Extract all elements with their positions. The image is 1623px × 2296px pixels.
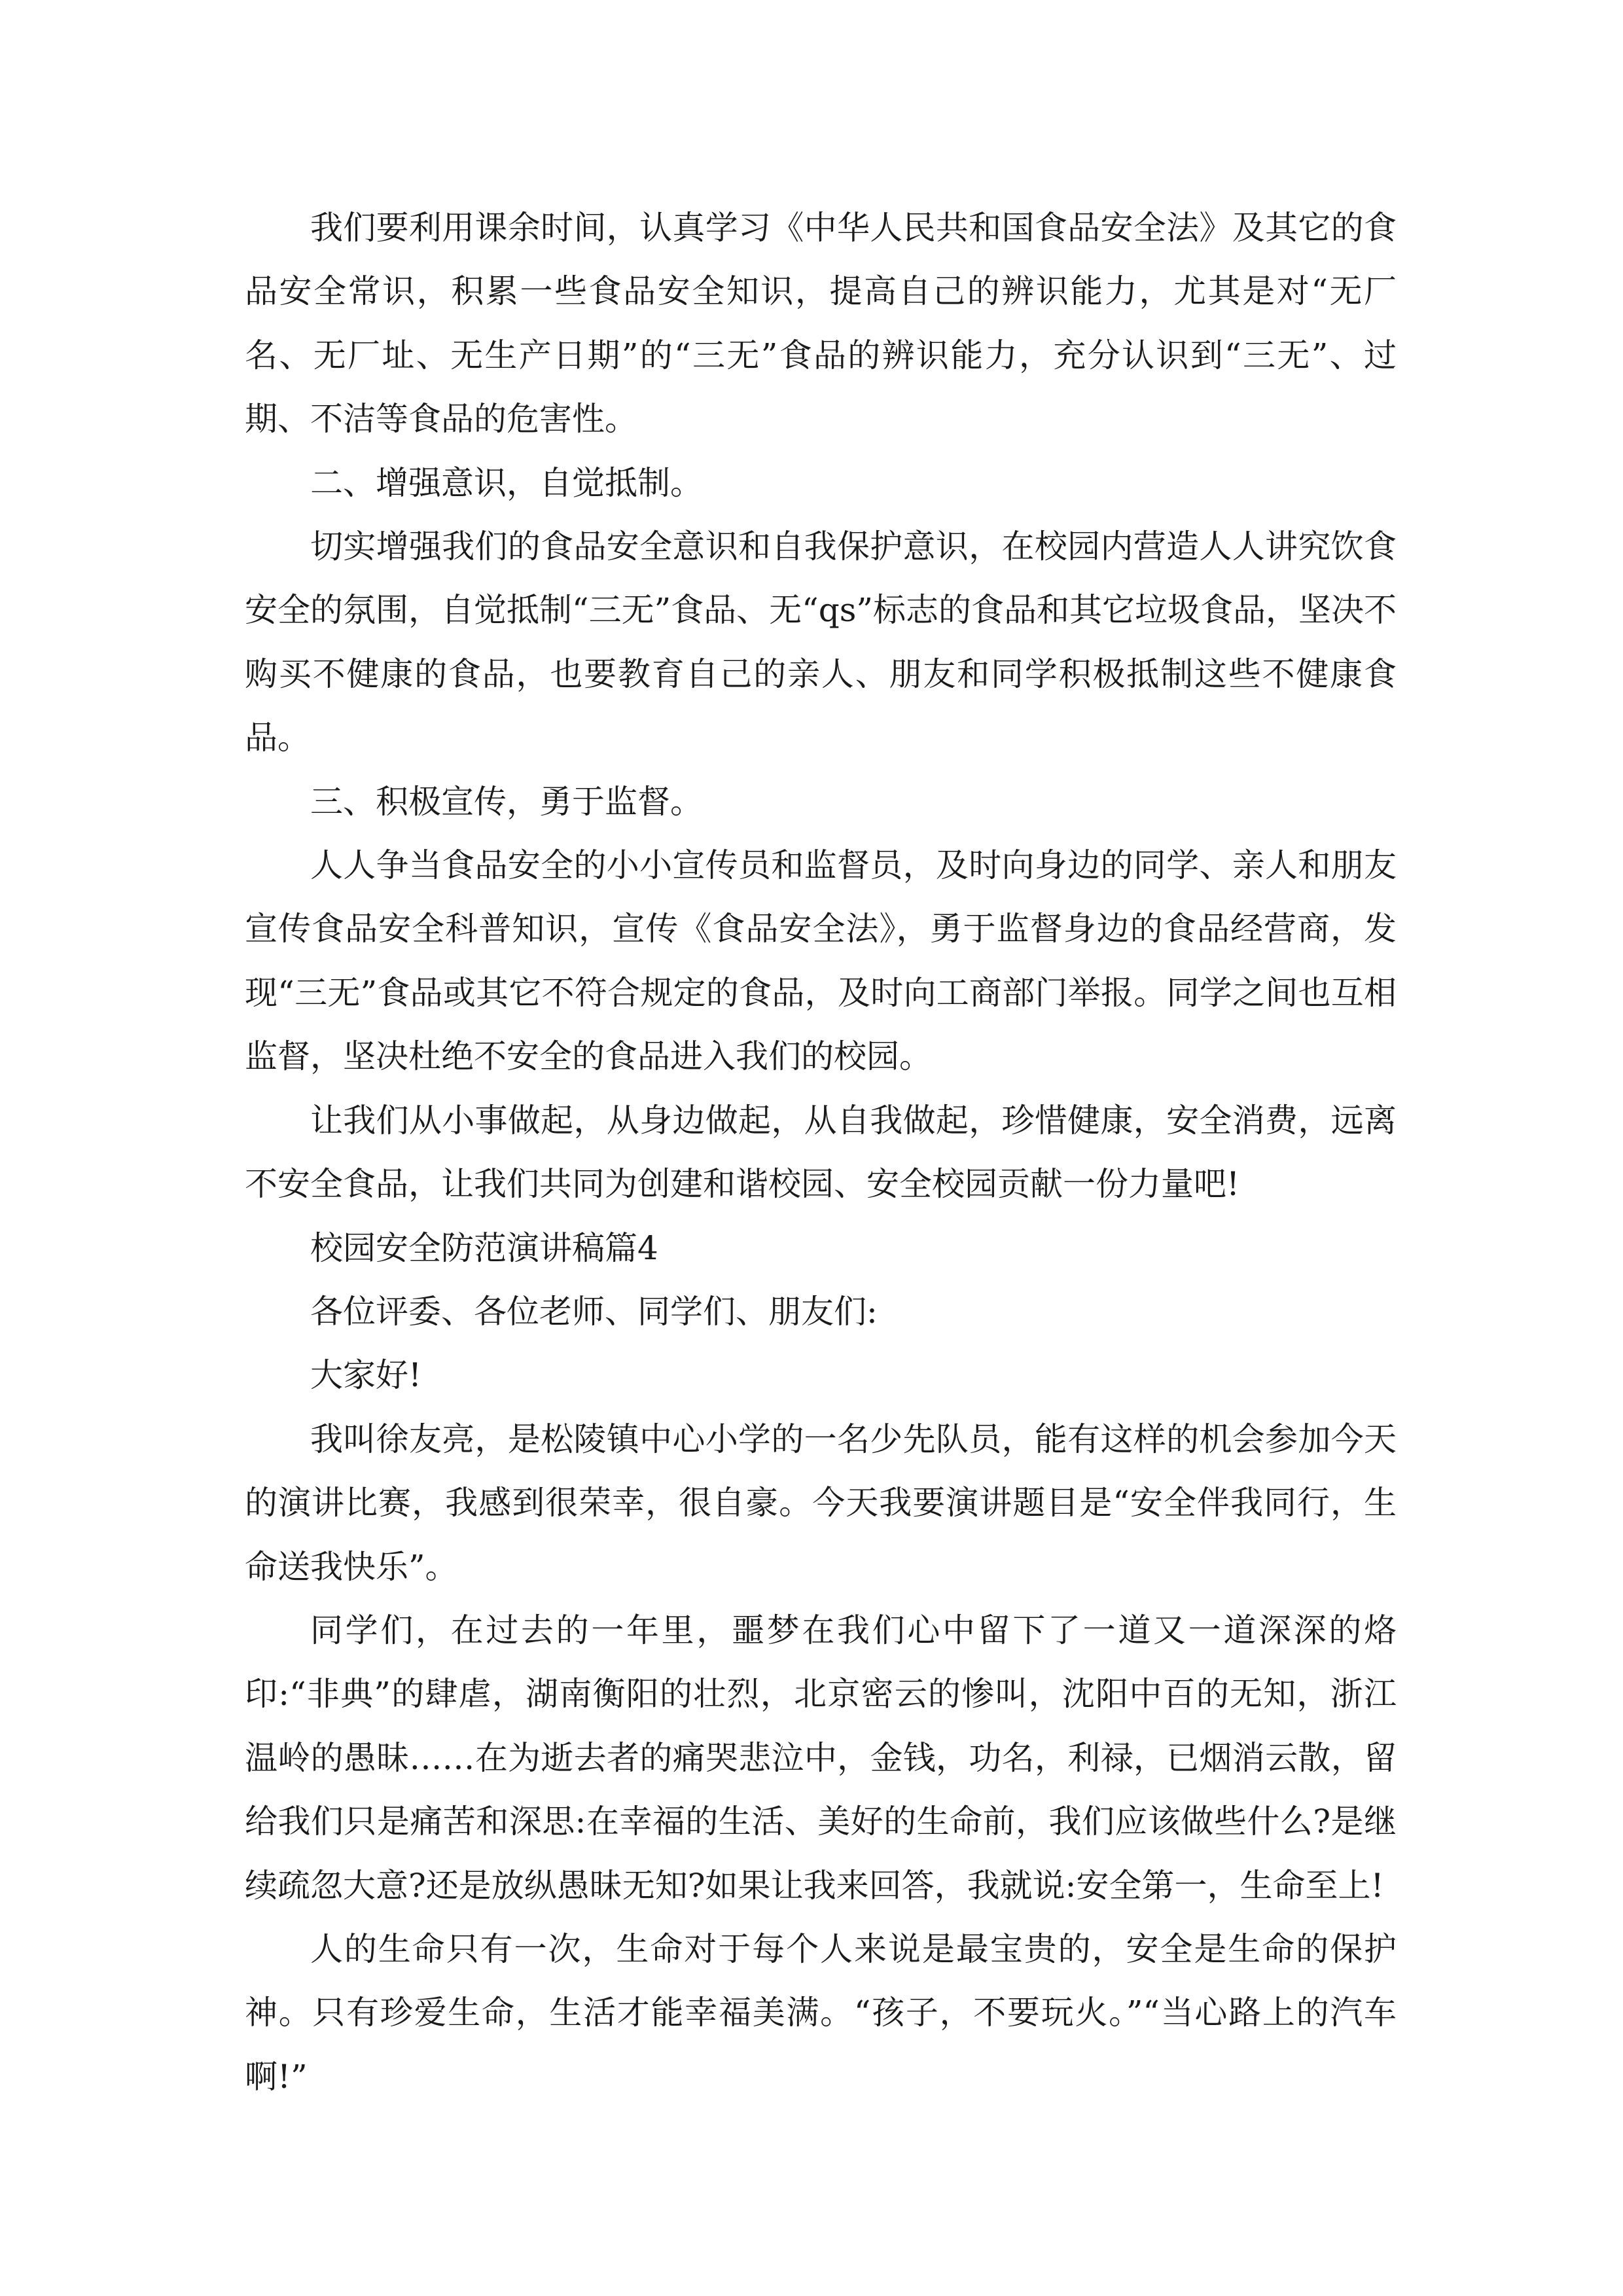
paragraph: 我叫徐友亮，是松陵镇中心小学的一名少先队员，能有这样的机会参加今天的演讲比赛，我感到很荣幸，很自豪。今天我要演讲题目是“安全伴我同行，生命送我快乐”。 (245, 1420, 1397, 1586)
paragraph: 同学们，在过去的一年里，噩梦在我们心中留下了一道又一道深深的烙印:“非典”的肆虐，湖南衡阳的壮烈，北京密云的惨叫，沈阳中百的无知，浙江温岭的愚昧……在为逝去者的痛哭悲泣中，金钱，功名，利禄，已烟消云散，留给我们只是痛苦和深思:在幸福的生活、美好的生命前，我们应该做些什么?是继续疏忽大意?还是放纵愚昧无知?如果让我来回答，我就说:安全第一，生命至上! (245, 1611, 1397, 1905)
salutation: 各位评委、各位老师、同学们、朋友们: (310, 1292, 878, 1331)
greeting: 大家好! (310, 1356, 422, 1395)
paragraph: 人的生命只有一次，生命对于每个人来说是最宝贵的，安全是生命的保护神。只有珍爱生命，生活才能幸福美满。“孩子，不要玩火。”“当心路上的汽车啊!” (245, 1929, 1397, 2096)
paragraph: 人人争当食品安全的小小宣传员和监督员，及时向身边的同学、亲人和朋友宣传食品安全科普知识，宣传《食品安全法》，勇于监督身边的食品经营商，发现“三无”食品或其它不符合规定的食品，及时向工商部门举报。同学之间也互相监督，坚决杜绝不安全的食品进入我们的校园。 (245, 846, 1397, 1076)
document-body (245, 196, 1397, 2109)
paragraph: 切实增强我们的食品安全意识和自我保护意识，在校园内营造人人讲究饮食安全的氛围，自觉抵制“三无”食品、无“qs”标志的食品和其它垃圾食品，坚决不购买不健康的食品，也要教育自己的亲人、朋友和同学积极抵制这些不健康食品。 (245, 528, 1397, 757)
paragraph: 让我们从小事做起，从身边做起，从自我做起，珍惜健康，安全消费，远离不安全食品，让我们共同为创建和谐校园、安全校园贡献一份力量吧! (245, 1101, 1397, 1204)
paragraph: 我们要利用课余时间，认真学习《中华人民共和国食品安全法》及其它的食品安全常识，积累一些食品安全知识，提高自己的辨识能力，尤其是对“无厂名、无厂址、无生产日期”的“三无”食品的辨识能力，充分认识到“三无”、过期、不洁等食品的危害性。 (245, 209, 1397, 439)
section-title: 校园安全防范演讲稿篇4 (310, 1229, 658, 1267)
section-heading: 二、增强意识，自觉抵制。 (310, 463, 703, 502)
section-heading: 三、积极宣传，勇于监督。 (310, 782, 703, 821)
